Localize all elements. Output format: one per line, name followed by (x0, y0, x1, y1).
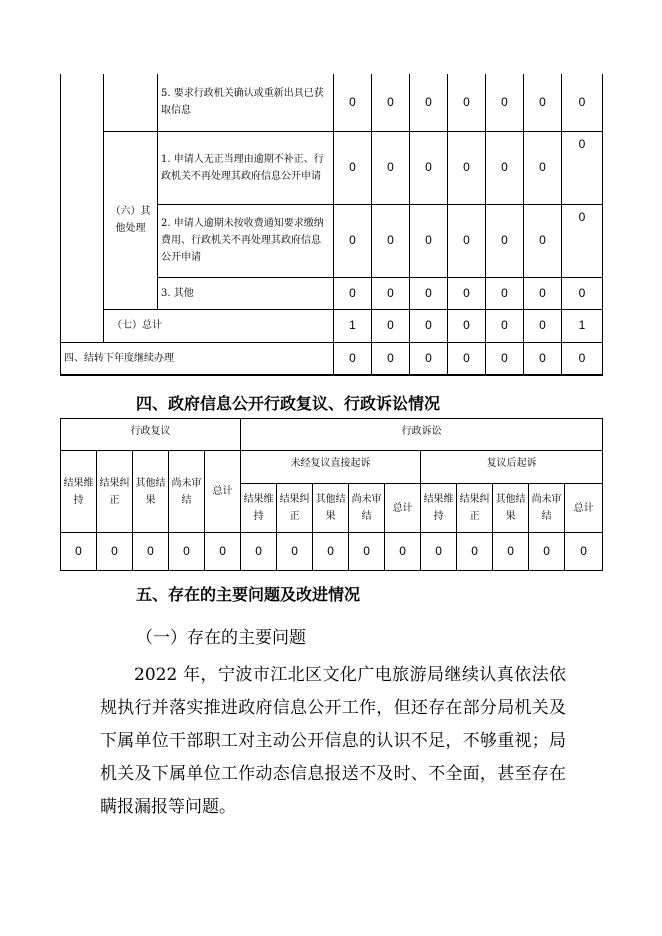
cell: 0 (410, 342, 448, 375)
cell: 0 (241, 533, 277, 571)
cell: 0 (448, 342, 486, 375)
processing-table (60, 74, 603, 376)
cell: 0 (410, 277, 448, 309)
cell: 0 (349, 533, 385, 571)
cell: 0 (486, 131, 524, 204)
cell: 0 (334, 74, 372, 131)
cell: 0 (372, 277, 410, 309)
cell: 0 (334, 277, 372, 309)
cell: 0 (372, 309, 410, 342)
col-header: 结果维持 (241, 484, 277, 533)
row-label: 1. 申请人无正当理由逾期不补正、行政机关不再处理其政府信息公开申请 (158, 131, 334, 204)
cell: 1 (334, 309, 372, 342)
table-row (61, 309, 603, 342)
col-header: 其他结果 (133, 451, 169, 533)
cell: 0 (410, 74, 448, 131)
cell: 0 (448, 204, 486, 277)
cell: 0 (562, 131, 603, 204)
carry-over-label: 四、结转下年度继续办理 (61, 342, 334, 375)
admin-litigation-header: 行政诉讼 (241, 419, 603, 451)
cell: 0 (385, 533, 421, 571)
col-header: 结果维持 (421, 484, 457, 533)
cell: 0 (562, 74, 603, 131)
col-header: 总计 (565, 484, 603, 533)
cell: 0 (562, 277, 603, 309)
cell: 0 (372, 342, 410, 375)
cell: 0 (372, 204, 410, 277)
col-header: 结果纠正 (97, 451, 133, 533)
row-label: 2. 申请人逾期未按收费通知要求缴纳费用、行政机关不再处理其政府信息公开申请 (158, 204, 334, 277)
cell: 0 (410, 131, 448, 204)
cell: 0 (277, 533, 313, 571)
cell: 0 (524, 131, 562, 204)
cell: 0 (457, 533, 493, 571)
cell: 1 (562, 309, 603, 342)
cell: 0 (410, 309, 448, 342)
subheading: （一）存在的主要问题 (136, 628, 306, 648)
total-label: （七）总计 (104, 309, 334, 342)
cell: 0 (562, 342, 603, 375)
cell: 0 (372, 74, 410, 131)
cell: 0 (372, 131, 410, 204)
col-header: 结果维持 (61, 451, 97, 533)
cell: 0 (524, 204, 562, 277)
cell: 0 (448, 309, 486, 342)
table-row (61, 74, 603, 131)
table-row (61, 533, 603, 571)
col-header: 其他结果 (493, 484, 529, 533)
cell: 0 (562, 204, 603, 277)
outer-category-cell (61, 74, 104, 342)
cell: 0 (486, 277, 524, 309)
row-label: 3. 其他 (158, 277, 334, 309)
table-row (61, 131, 603, 204)
cell: 0 (334, 204, 372, 277)
section5-heading: 五、存在的主要问题及改进情况 (136, 585, 361, 604)
col-header: 尚未审结 (529, 484, 565, 533)
cell: 0 (486, 204, 524, 277)
cell: 0 (486, 74, 524, 131)
table-row (61, 342, 603, 375)
cell: 0 (493, 533, 529, 571)
after-review-header: 复议后起诉 (421, 451, 603, 484)
cell: 0 (133, 533, 169, 571)
cell: 0 (421, 533, 457, 571)
direct-suit-header: 未经复议直接起诉 (241, 451, 421, 484)
cell: 0 (334, 342, 372, 375)
cell: 0 (61, 533, 97, 571)
section4-heading: 四、政府信息公开行政复议、行政诉讼情况 (136, 394, 441, 413)
col-header: 尚未审结 (169, 451, 205, 533)
cell: 0 (448, 74, 486, 131)
cell: 0 (205, 533, 241, 571)
cell: 0 (565, 533, 603, 571)
cell: 0 (524, 342, 562, 375)
admin-review-header: 行政复议 (61, 419, 241, 451)
cell: 0 (410, 204, 448, 277)
cell: 0 (529, 533, 565, 571)
cell: 0 (448, 131, 486, 204)
col-header: 结果纠正 (277, 484, 313, 533)
col-header: 尚未审结 (349, 484, 385, 533)
table-row (61, 451, 603, 484)
category-cell (104, 74, 158, 131)
col-header: 结果纠正 (457, 484, 493, 533)
cell: 0 (486, 309, 524, 342)
col-header: 总计 (385, 484, 421, 533)
group-label: （六）其他处理 (104, 131, 158, 309)
cell: 0 (486, 342, 524, 375)
cell: 0 (524, 74, 562, 131)
cell: 0 (334, 131, 372, 204)
cell: 0 (313, 533, 349, 571)
table-row (61, 419, 603, 451)
cell: 0 (524, 277, 562, 309)
review-litigation-table (60, 418, 603, 571)
cell: 0 (169, 533, 205, 571)
col-header: 总计 (205, 451, 241, 533)
col-header: 其他结果 (313, 484, 349, 533)
cell: 0 (97, 533, 133, 571)
paragraph: 2022 年，宁波市江北区文化广电旅游局继续认真依法依规执行并落实推进政府信息公开工作，但还存在部分局机关及下属单位干部职工对主动公开信息的认识不足，不够重视；局机关及下属单位工作动态信息报送不及时、不全面，甚至存在瞒报漏报等问题。 (100, 665, 566, 817)
cell: 0 (524, 309, 562, 342)
row-label: 5. 要求行政机关确认或重新出具已获取信息 (158, 74, 334, 131)
cell: 0 (448, 277, 486, 309)
